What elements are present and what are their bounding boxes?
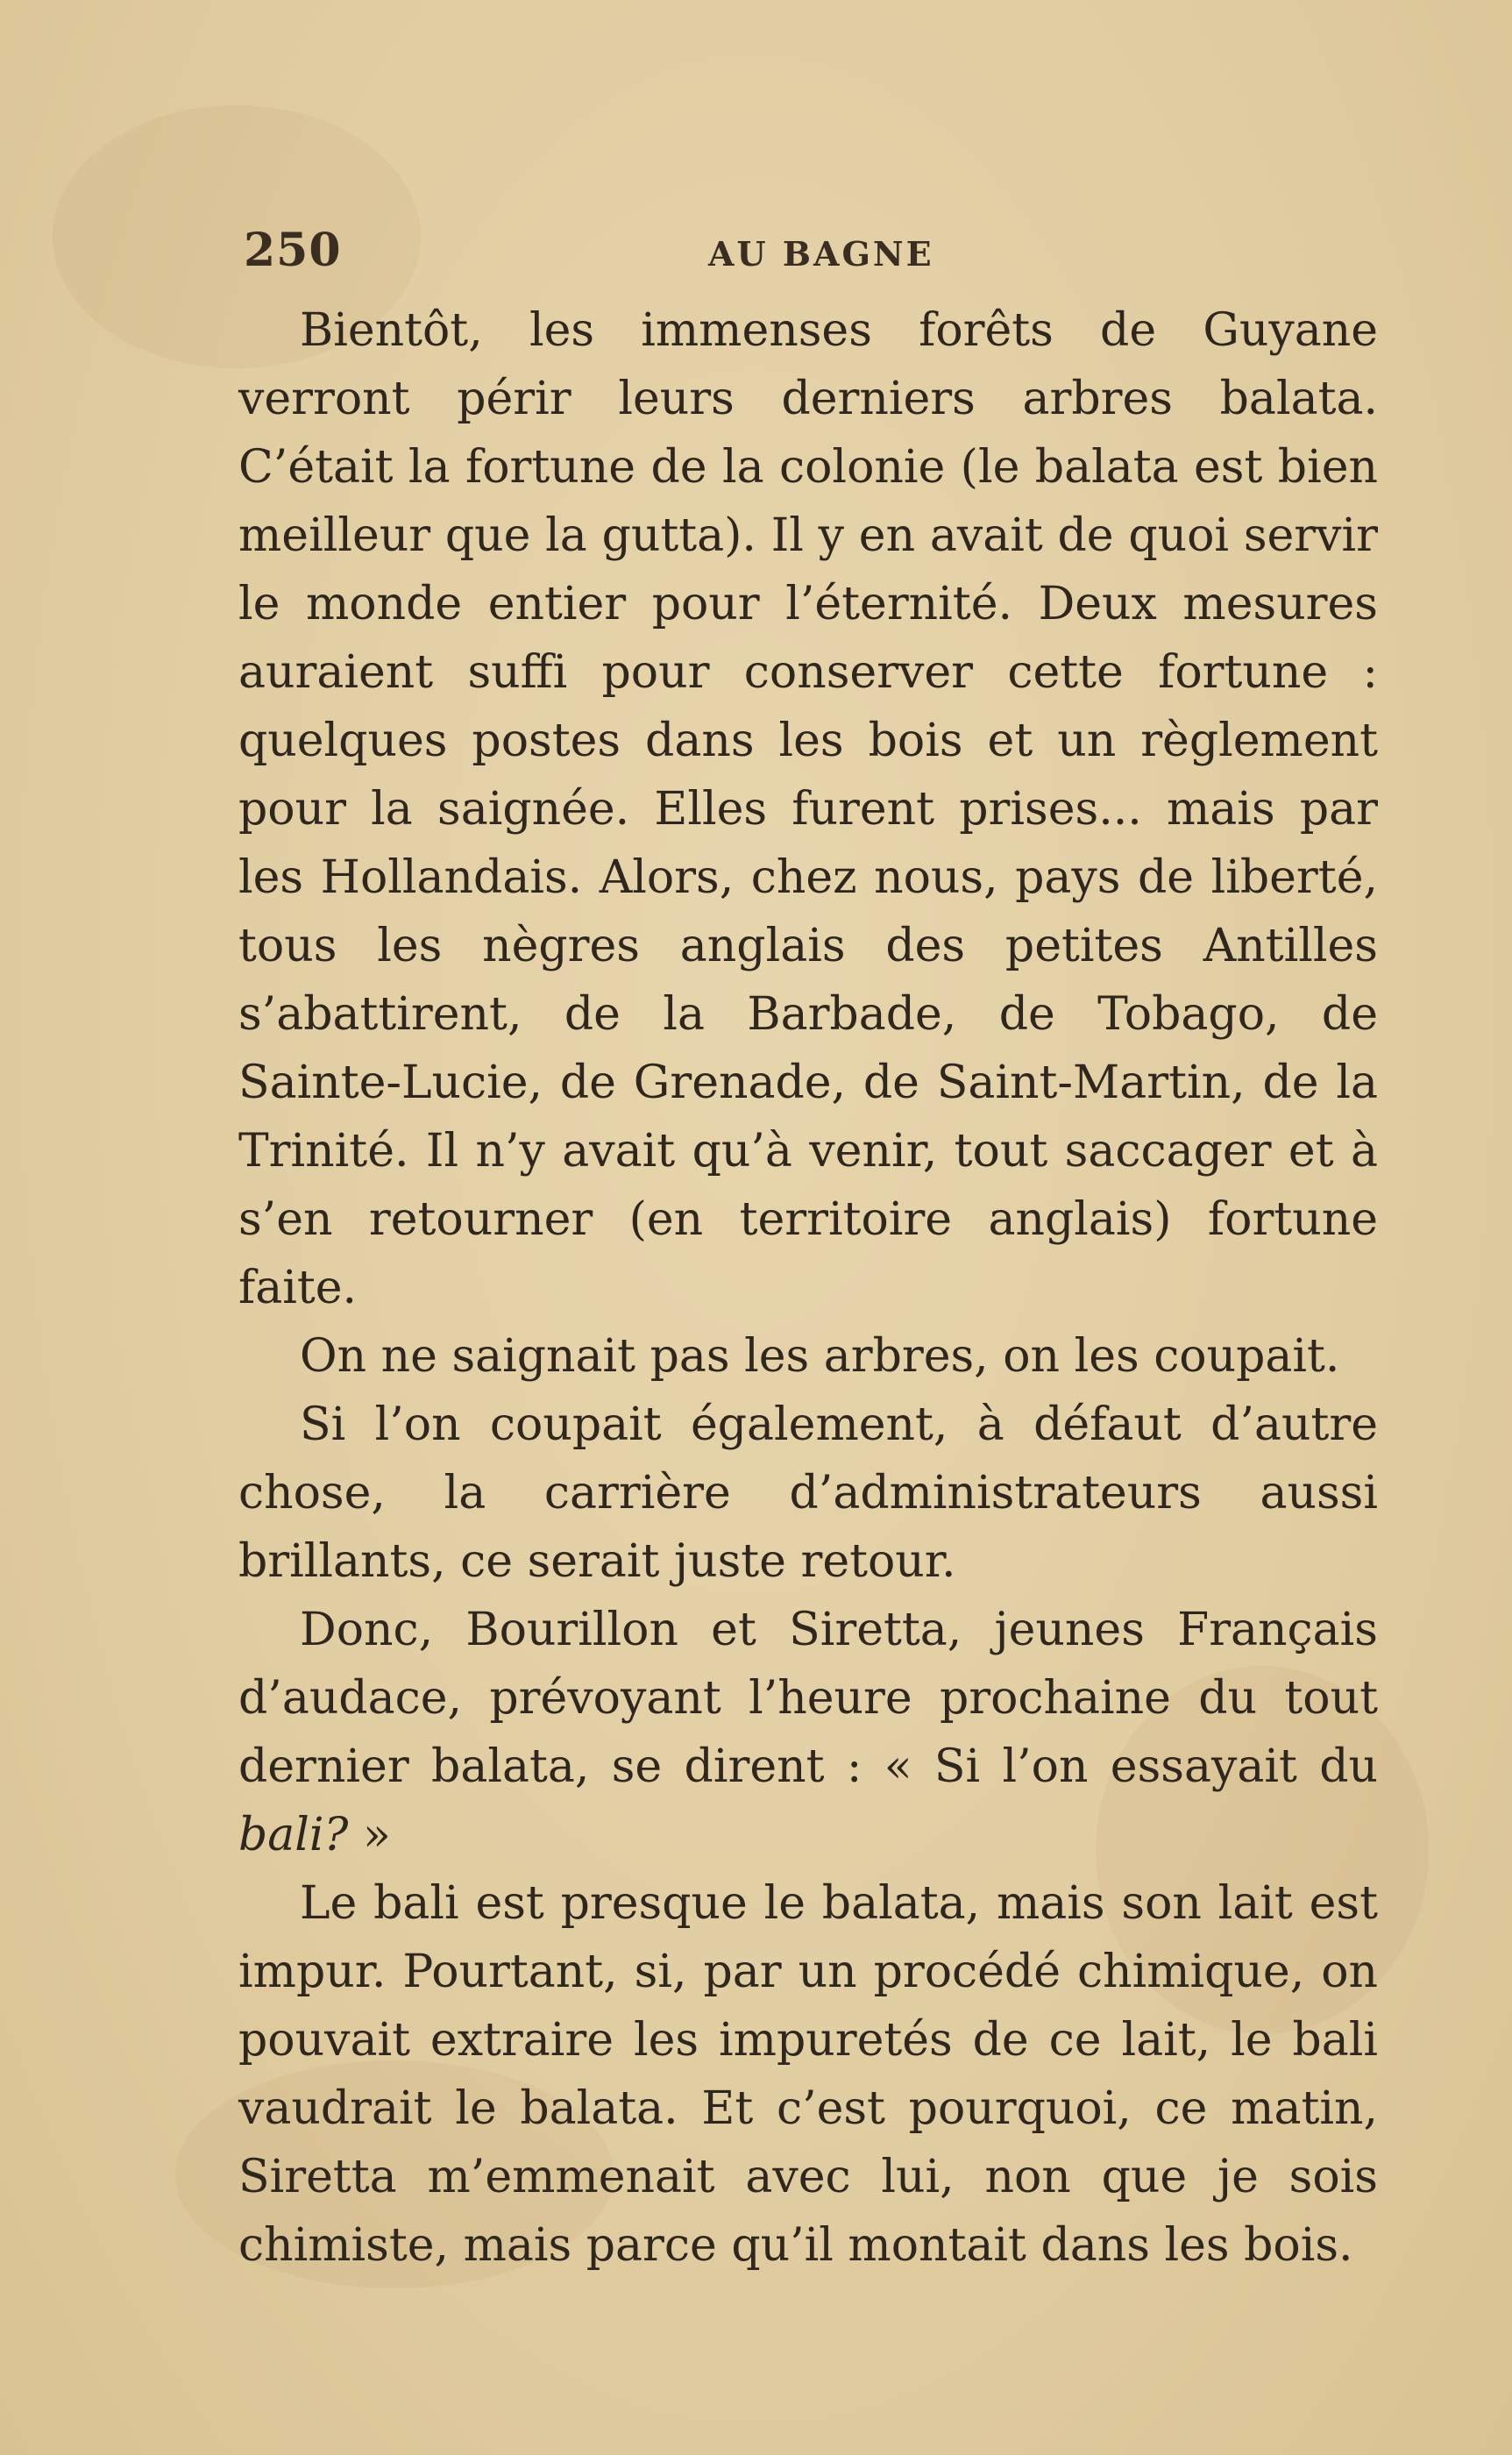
paragraph-with-quote	[238, 1596, 1378, 1869]
paragraph-text: Donc, Bourillon et Siretta, jeunes Français d’audace, prévoyant l’heure prochaine du tout dernier balata, se dirent : « Si l’on essayait du	[238, 1604, 1378, 1793]
paragraph: Si l’on coupait également, à défaut d’autre chose, la carrière d’administrateurs aussi brillants, ce serait juste retour.	[238, 1398, 1378, 1588]
running-title: AU BAGNE	[708, 234, 934, 274]
quote-close: »	[348, 1809, 391, 1861]
paragraph: Bientôt, les immenses forêts de Guyane verront périr leurs derniers arbres balata. C’était la fortune de la colonie (le balata est bien meilleur que la gutta). Il y en avait de quoi servir le monde entier pour l’éternité. Deux mesures auraient suffi pour conserver cette fortune : quelques postes dans les bois et un règlement pour la saignée. Elles furent prises... mais par les Hollandais. Alors, chez nous, pays de liberté, tous les nègres anglais des petites Antilles s’abattirent, de la Barbade, de Tobago, de Sainte-Lucie, de Grenade, de Saint-Martin, de la Trinité. Il n’y avait qu’à venir, tout saccager et à s’en retourner (en territoire anglais) fortune faite.	[238, 304, 1378, 1314]
paragraph: Le bali est presque le balata, mais son lait est impur. Pourtant, si, par un procédé chimique, on pouvait extraire les impuretés de ce lait, le bali vaudrait le balata. Et c’est pourquoi, ce matin, Siretta m’emmenait avec lui, non que je sois chimiste, mais parce qu’il montait dans les bois.	[238, 1877, 1378, 2272]
body-text	[238, 296, 1378, 2280]
page-number: 250	[244, 224, 342, 277]
italic-word: bali?	[238, 1809, 349, 1861]
paragraph: On ne saignait pas les arbres, on les coupait.	[300, 1330, 1340, 1383]
page-header	[244, 224, 1374, 276]
